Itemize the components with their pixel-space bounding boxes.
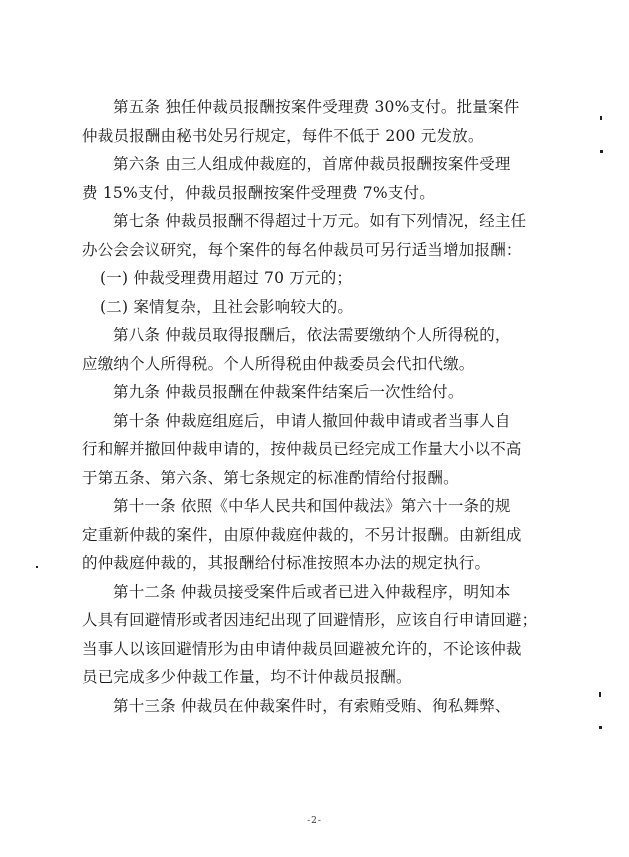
scan-speck [600,116,602,120]
article-12-line-3: 当事人以该回避情形为由申请仲裁员回避被允许的，不论该仲裁 [82,639,522,658]
article-7-item-1: (一) 仲裁受理费用超过 70 万元的； [100,269,353,287]
article-9-line-1: 第九条 仲裁员报酬在仲裁案件结案后一次性给付。 [113,383,464,401]
article-5-line-1: 第五条 独任仲裁员报酬按案件受理费 30%支付。批量案件 [113,98,520,116]
article-10-line-3: 于第五条、第六条、第七条规定的标准酌情给付报酬。 [82,468,459,487]
article-12-line-2: 人具有回避情形或者因违纪出现了回避情形，应该自行申请回避； [82,611,538,629]
article-7-line-2: 办公会会议研究，每个案件的每名仲裁员可另行适当增加报酬： [82,240,522,259]
article-12-line-4: 员已完成多少仲裁工作量，均不计仲裁员报酬。 [82,668,412,686]
article-7-item-2: (二) 案情复杂，且社会影响较大的。 [100,297,354,316]
scan-speck [599,692,601,697]
article-13-line-1: 第十三条 仲裁员在仲裁案件时，有索贿受贿、徇私舞弊、 [113,696,511,715]
article-6-line-1: 第六条 由三人组成仲裁庭的，首席仲裁员报酬按案件受理 [113,155,511,173]
scan-speck [36,566,38,568]
document-body [82,93,560,720]
article-11-line-1: 第十一条 依照《中华人民共和国仲裁法》第六十一条的规 [113,497,511,515]
article-10-line-2: 行和解并撤回仲裁申请的，按仲裁员已经完成工作量大小以不高 [82,440,522,458]
article-10-line-1: 第十条 仲裁庭组庭后，申请人撤回仲裁申请或者当事人自 [113,411,511,430]
article-12-line-1: 第十二条 仲裁员接受案件后或者已进入仲裁程序，明知本 [113,582,511,601]
article-6-line-2: 费 15%支付，仲裁员报酬按案件受理费 7%支付。 [82,183,435,202]
page-number: -2- [307,816,322,826]
scan-speck [600,150,603,153]
article-7-line-1: 第七条 仲裁员报酬不得超过十万元。如有下列情况，经主任 [113,212,527,230]
article-5-line-2: 仲裁员报酬由秘书处另行规定，每件不低于 200 元发放。 [82,126,484,145]
article-8-line-2: 应缴纳个人所得税。个人所得税由仲裁委员会代扣代缴。 [82,354,475,373]
article-11-line-3: 的仲裁庭仲裁的，其报酬给付标准按照本办法的规定执行。 [82,554,491,572]
article-11-line-2: 定重新仲裁的案件，由原仲裁庭仲裁的，不另计报酬。由新组成 [82,525,522,544]
article-8-line-1: 第八条 仲裁员取得报酬后，依法需要缴纳个人所得税的， [113,326,511,344]
scan-speck [599,726,602,729]
